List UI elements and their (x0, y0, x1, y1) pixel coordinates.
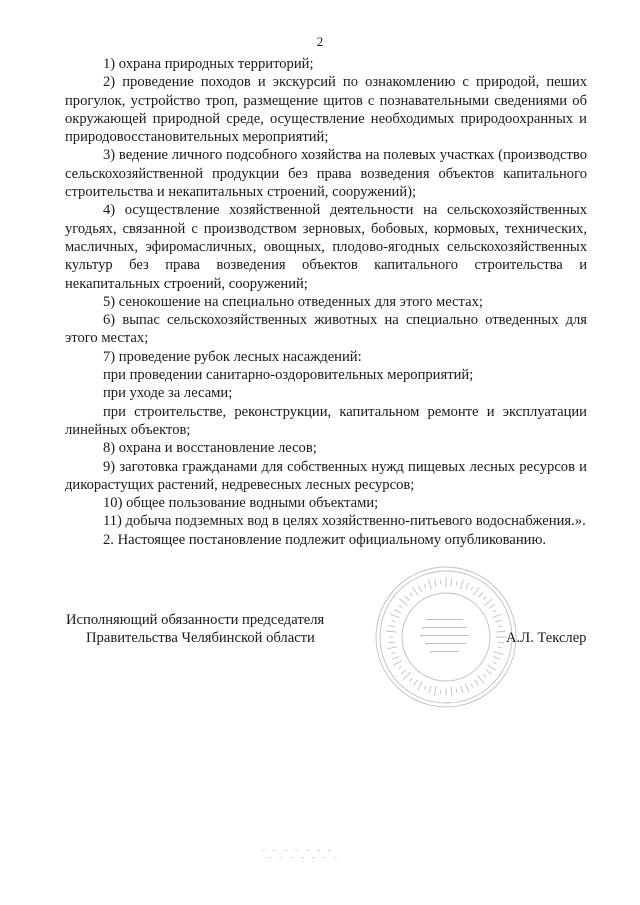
seal-letter-mark (388, 642, 395, 643)
seal-letter-mark (498, 626, 502, 627)
seal-letter-mark (475, 680, 479, 686)
seal-letter-mark (494, 657, 500, 660)
seal-letter-mark (485, 599, 493, 605)
seal-letter-mark (497, 642, 504, 643)
seal-letter-mark (483, 597, 486, 600)
seal-letter-mark (483, 674, 486, 677)
seal-letter-mark (451, 687, 452, 697)
seal-letter-mark (424, 686, 426, 690)
paragraph-1: 1) охрана природных территорий; (103, 56, 314, 72)
seal-letter-mark (404, 672, 411, 679)
seal-letter-mark (424, 584, 426, 588)
seal-letter-mark (391, 614, 400, 618)
seal-letter-mark (391, 620, 395, 621)
paragraph-9: 9) заготовка гражданами для собственных нужд пищевых лесных ресурсов и дикорастущих растений, недревесных лесных ресурсов; (65, 458, 587, 493)
paragraph-2: 2) проведение походов и экскурсий по ознакомлению с природой, пеших прогулок, устройство троп, размещение щитов с познавательными сведениями об окружающей природной среде, осуществление необходимых природоохранных и природовосстановительных мероприятий; (65, 74, 587, 146)
seal-letter-mark (387, 647, 397, 649)
faint-scan-marks (262, 848, 342, 862)
seal-inner-ring (402, 593, 490, 681)
page-number: 2 (316, 34, 324, 49)
scan-speck (284, 850, 287, 851)
paragraph-7a: при проведении санитарно-оздоровительных мероприятий; (103, 367, 474, 384)
scan-speck (273, 850, 276, 851)
seal-center-text-mark (426, 644, 466, 646)
paragraph-7c: при строительстве, реконструкции, капитальном ремонте и эксплуатации линейных объектов; (65, 403, 587, 438)
seal-letter-mark (429, 686, 431, 693)
seal-letter-mark (461, 686, 463, 693)
seal-center-text-mark (427, 620, 463, 622)
seal-letter-mark (410, 678, 413, 681)
seal-letter-mark (389, 626, 396, 627)
seal-letter-mark (386, 631, 396, 632)
seal-outer-ring (376, 567, 516, 707)
seal-letter-mark (394, 609, 400, 612)
seal-letter-mark (498, 647, 502, 648)
seal-letter-mark (486, 670, 491, 674)
seal-letter-mark (456, 689, 457, 693)
scan-speck (268, 857, 271, 858)
seal-center-text-mark (423, 628, 467, 630)
seal-letter-mark (434, 686, 436, 696)
scan-speck (312, 857, 315, 858)
seal-letter-mark (494, 652, 504, 655)
scan-speck (279, 857, 282, 858)
seal-letter-mark (405, 596, 410, 601)
seal-letter-mark (493, 610, 497, 612)
seal-letter-mark (401, 670, 406, 674)
seal-letter-mark (465, 683, 469, 692)
scan-speck (317, 850, 320, 851)
paragraph-5: 5) сенокошение на специально отведенных для этого местах; (103, 293, 483, 310)
scan-speck (295, 850, 298, 851)
seal-letter-mark (391, 652, 395, 653)
seal-letter-mark (418, 681, 423, 690)
paragraph-4: 4) осуществление хозяйственной деятельности на сельскохозяйственных угодьях, связанной с производством зерновых, бобовых, кормовых, технических, масличных, эфиромасличных, овощных, плодово-ягодных сельскохозяйственных культур без права возведения объектов капитального строительства и некапитальных строений, сооружений; (65, 202, 587, 292)
document-body (65, 55, 587, 549)
seal-letter-mark (399, 666, 402, 668)
paragraph-8: 8) охрана и восстановление лесов; (103, 440, 317, 457)
seal-letter-mark (400, 599, 408, 605)
seal-letter-mark (496, 631, 506, 632)
seal-letter-mark (489, 604, 495, 608)
seal-lettering-marks (386, 577, 506, 697)
seal-letter-mark (471, 684, 473, 688)
seal-letter-mark (466, 583, 469, 589)
signature-role: Исполняющий обязанности председателя (66, 612, 325, 628)
seal-letter-mark (456, 581, 457, 585)
paragraph-7b: при уходе за лесами; (103, 385, 233, 402)
signature-organization: Правительства Челябинской области (86, 630, 315, 646)
seal-center-text-mark (431, 652, 459, 654)
seal-ring-2 (380, 571, 512, 703)
seal-letter-mark (488, 665, 496, 671)
signature-block (66, 611, 324, 647)
seal-letter-mark (399, 605, 402, 607)
seal-letter-mark (495, 620, 502, 622)
seal-center-lines (421, 620, 469, 654)
seal-letter-mark (478, 676, 484, 684)
seal-letter-mark (393, 661, 402, 666)
paragraph-6: 6) выпас сельскохозяйственных животных на специально отведенных для этого местах; (65, 312, 587, 347)
scan-speck (306, 850, 309, 851)
seal-letter-mark (413, 587, 419, 595)
scan-speck (323, 857, 326, 858)
seal-letter-mark (392, 657, 398, 660)
seal-letter-mark (493, 662, 497, 664)
seal-letter-mark (418, 585, 421, 591)
scan-speck (301, 857, 304, 858)
seal-letter-mark (474, 587, 480, 595)
paragraph-3: 3) ведение личного подсобного хозяйства на полевых участках (производство сельскохозяйственной продукции без права возведения объектов капитального строительства и некапитальных строений, сооружений); (65, 147, 587, 201)
seal-letter-mark (492, 614, 501, 618)
seal-letter-mark (451, 579, 452, 586)
signatory-name: А.Л. Текслер (506, 630, 587, 646)
official-seal-stamp (372, 563, 520, 711)
seal-letter-mark (413, 680, 417, 686)
seal-letter-mark (435, 580, 436, 587)
scan-speck (328, 850, 331, 851)
scan-speck (262, 850, 265, 851)
seal-letter-mark (410, 593, 413, 596)
seal-letter-mark (461, 580, 464, 590)
seal-letter-mark (471, 587, 473, 591)
scan-speck (334, 857, 337, 858)
paragraph-10: 10) общее пользование водными объектами; (103, 495, 379, 512)
scan-speck (290, 857, 293, 858)
paragraph-11: 11) добыча подземных вод в целях хозяйственно-питьевого водоснабжения.». (103, 513, 586, 530)
paragraph-publication: 2. Настоящее постановление подлежит официальному опубликованию. (103, 531, 547, 548)
seal-letter-mark (479, 592, 483, 597)
seal-center-text-mark (421, 636, 469, 638)
seal-letter-mark (429, 580, 432, 590)
paragraph-7: 7) проведение рубок лесных насаждений: (103, 348, 362, 365)
